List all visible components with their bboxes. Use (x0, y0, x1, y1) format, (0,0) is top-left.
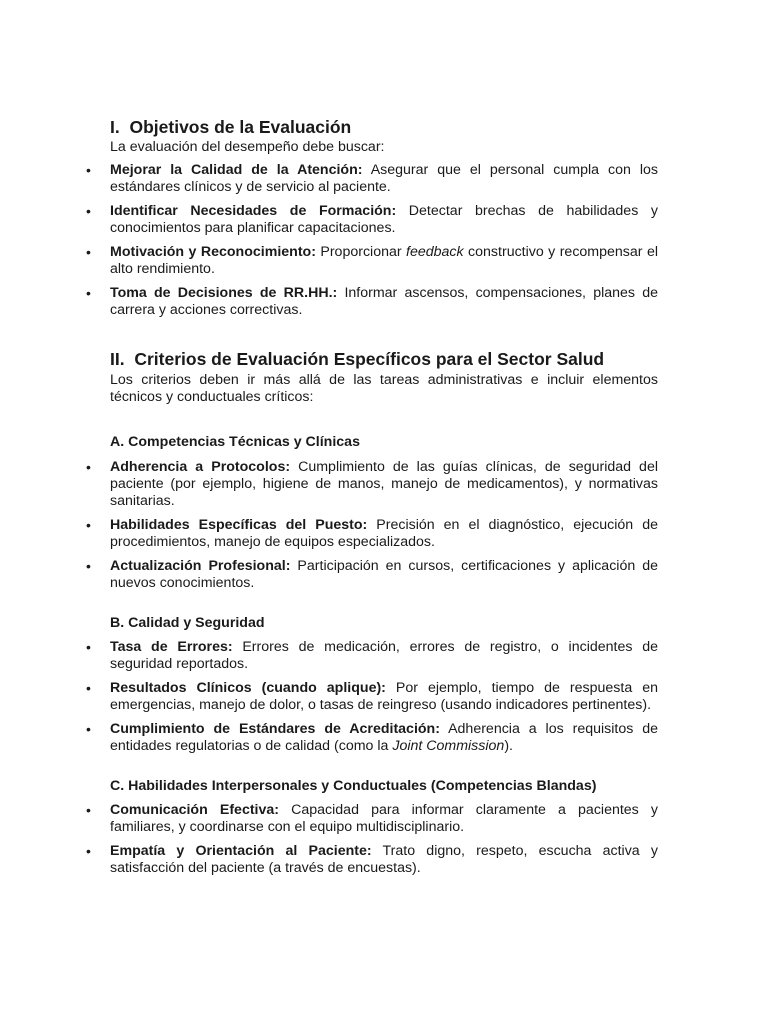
section-title: Objetivos de la Evaluación (129, 117, 352, 137)
section-heading-criteria (110, 346, 658, 372)
list-item: • Cumplimiento de Estándares de Acreditación: Adherencia a los requisitos de entidades regulatorias o de calidad (como la Joint Commission). (110, 721, 658, 755)
list-item: • Resultados Clínicos (cuando aplique): Por ejemplo, tiempo de respuesta en emergencias, manejo de dolor, o tasas de reingreso (usando indicadores pertinentes). (110, 680, 658, 714)
section-criteria (110, 346, 658, 884)
section-intro: La evaluación del desempeño debe buscar: (110, 139, 385, 155)
list-item: • Habilidades Específicas del Puesto: Precisión en el diagnóstico, ejecución de procedimientos, manejo de equipos especializados. (110, 517, 658, 551)
section-number: I. (110, 117, 120, 137)
list-item: • Empatía y Orientación al Paciente: Trato digno, respeto, escucha activa y satisfacción del paciente (a través de encuestas). (110, 843, 658, 877)
list-item: • Toma de Decisiones de RR.HH.: Informar ascensos, compensaciones, planes de carrera y acciones correctivas. (110, 285, 658, 319)
list-item: • Adherencia a Protocolos: Cumplimiento de las guías clínicas, de seguridad del paciente (por ejemplo, higiene de manos, manejo de medicamentos), y normativas sanitarias. (110, 459, 658, 510)
criteria-list (110, 459, 658, 592)
list-item: • Identificar Necesidades de Formación: Detectar brechas de habilidades y conocimientos para planificar capacitaciones. (110, 203, 658, 237)
section-intro: Los criterios deben ir más allá de las tareas administrativas e incluir elementos técnicos y conductuales críticos: (110, 372, 658, 405)
criteria-list (110, 639, 658, 755)
objectives-list (110, 162, 658, 319)
section-title: Criterios de Evaluación Específicos para el Sector Salud (134, 349, 605, 369)
section-objectives (110, 115, 658, 326)
subsection-heading: C. Habilidades Interpersonales y Conductuales (Competencias Blandas) (110, 778, 597, 794)
section-heading-objectives (110, 115, 658, 139)
list-item: • Motivación y Reconocimiento: Proporcionar feedback constructivo y recompensar el alto rendimiento. (110, 244, 658, 278)
list-item: • Comunicación Efectiva: Capacidad para informar claramente a pacientes y familiares, y coordinarse con el equipo multidisciplinario. (110, 802, 658, 836)
criteria-list (110, 802, 658, 877)
section-number: II. (110, 349, 125, 369)
list-item: • Tasa de Errores: Errores de medicación, errores de registro, o incidentes de seguridad reportados. (110, 639, 658, 673)
subsection-heading: A. Competencias Técnicas y Clínicas (110, 434, 360, 450)
list-item: • Mejorar la Calidad de la Atención: Asegurar que el personal cumpla con los estándares clínicos y de servicio al paciente. (110, 162, 658, 196)
list-item: • Actualización Profesional: Participación en cursos, certificaciones y aplicación de nuevos conocimientos. (110, 558, 658, 592)
subsection-heading: B. Calidad y Seguridad (110, 615, 265, 631)
